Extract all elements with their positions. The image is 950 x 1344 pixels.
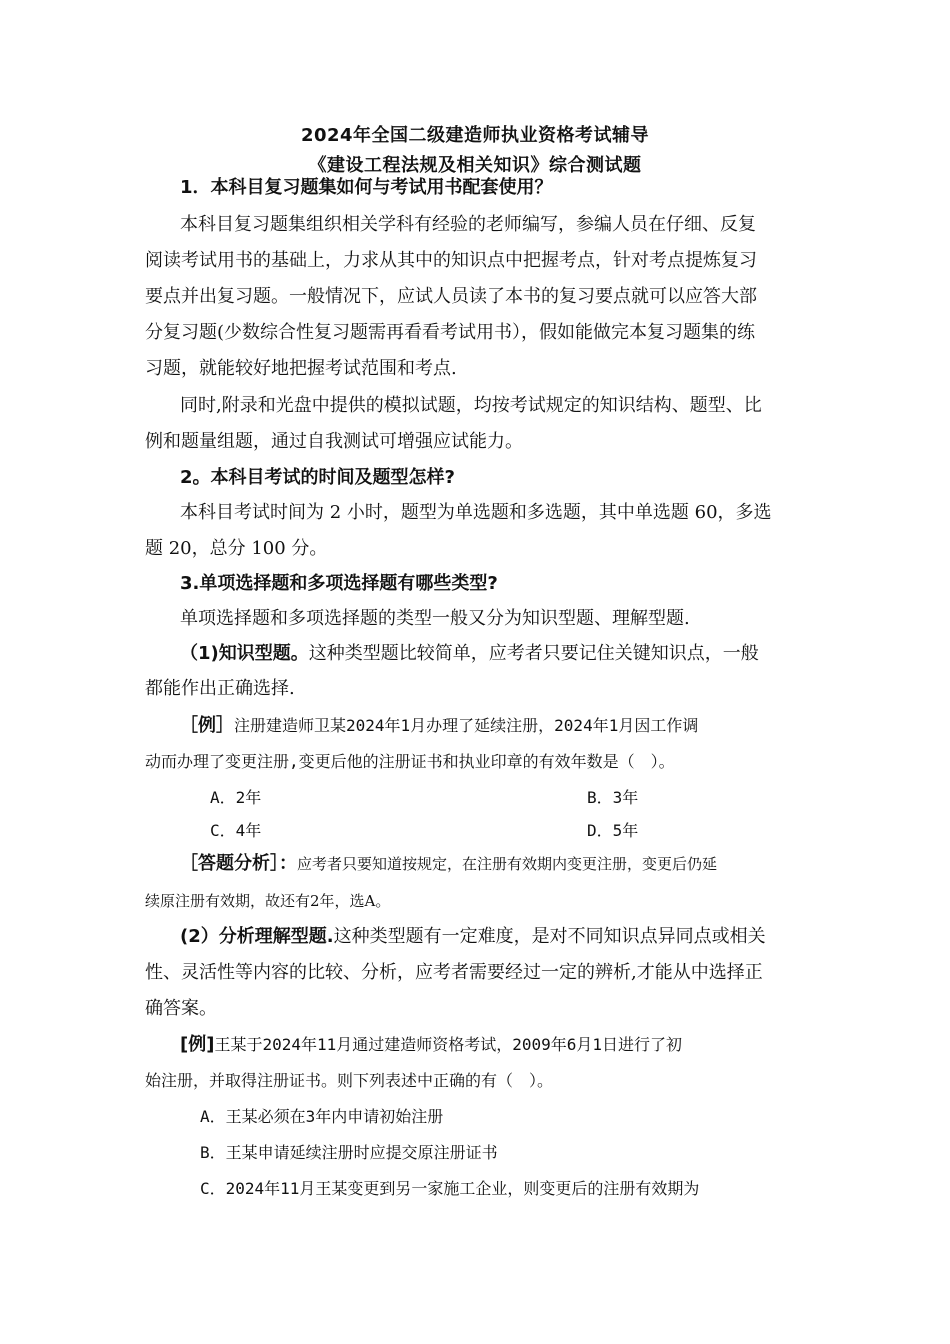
option-a	[210, 786, 261, 810]
option-text: 5年	[612, 821, 639, 840]
type-2-label: (2）分析理解型题.	[180, 926, 334, 947]
document-title-line-1: 2024年全国二级建造师执业资格考试辅导	[300, 125, 650, 146]
analysis-label: ［答题分析］：	[180, 853, 297, 874]
paragraph-line: 本科目复习题集组织相关学科有经验的老师编写，参编人员在仔细、反复	[180, 214, 756, 235]
example-1-label: ［例］	[180, 715, 234, 736]
paragraph-line: 要点并出复习题。一般情况下，应试人员读了本书的复习要点就可以应答大部	[145, 286, 757, 307]
paragraph-line: 本科目考试时间为 2 小时，题型为单选题和多选题，其中单选题 60，多选	[180, 502, 772, 523]
example-2-label: [例]	[180, 1034, 215, 1055]
type-1-label: （1)知识型题。	[180, 643, 309, 664]
paragraph-line: 单项选择题和多项选择题的类型一般又分为知识型题、理解型题.	[180, 608, 690, 629]
paragraph-line: 阅读考试用书的基础上，力求从其中的知识点中把握考点，针对考点提炼复习	[145, 250, 757, 271]
paragraph-line: 同时,附录和光盘中提供的模拟试题，均按考试规定的知识结构、题型、比	[180, 395, 762, 416]
paragraph-line: 习题，就能较好地把握考试范围和考点.	[145, 358, 457, 379]
paragraph-line: 题 20，总分 100 分。	[145, 538, 328, 559]
example-1-text: 注册建造师卫某2024年1月办理了延续注册，2024年1月因工作调	[234, 716, 699, 735]
paragraph-line: 都能作出正确选择.	[145, 678, 295, 699]
paragraph-line: 性、灵活性等内容的比较、分析，应考者需要经过一定的辨析,才能从中选择正	[145, 962, 763, 983]
document-title-line-2: 《建设工程法规及相关知识》综合测试题	[308, 155, 642, 176]
option-key: D．	[587, 821, 613, 840]
example-2-line	[180, 1033, 682, 1057]
question-2-heading: 2。本科目考试的时间及题型怎样?	[180, 467, 455, 488]
option-key: C．	[210, 821, 236, 840]
paragraph-line: 动而办理了变更注册,变更后他的注册证书和执业印章的有效年数是（ ）。	[145, 752, 675, 771]
type-1-text: 这种类型题比较简单，应考者只要记住关键知识点，一般	[308, 643, 759, 664]
option-key: A．	[210, 788, 236, 807]
paragraph-line: 确答案。	[145, 998, 217, 1019]
option-c: C．2024年11月王某变更到另一家施工企业，则变更后的注册有效期为	[200, 1179, 700, 1198]
option-text: 4年	[235, 821, 262, 840]
option-b	[587, 786, 638, 810]
paragraph-line: 例和题量组题，通过自我测试可增强应试能力。	[145, 431, 523, 452]
option-a: A．王某必须在3年内申请初始注册	[200, 1107, 444, 1126]
example-1-line	[180, 714, 698, 738]
type-1-line	[180, 642, 759, 666]
type-2-text: 这种类型题有一定难度，是对不同知识点异同点或相关	[333, 926, 766, 947]
option-c	[210, 819, 261, 843]
option-b: B．王某申请延续注册时应提交原注册证书	[200, 1143, 498, 1162]
question-1-heading: 1．本科目复习题集如何与考试用书配套使用？	[180, 177, 553, 198]
type-2-line	[180, 925, 766, 949]
paragraph-line: 始注册，并取得注册证书。则下列表述中正确的有（ ）。	[145, 1071, 554, 1090]
option-text: 2年	[235, 788, 262, 807]
paragraph-line: 分复习题(少数综合性复习题需再看看考试用书），假如能做完本复习题集的练	[145, 322, 756, 343]
option-text: 3年	[612, 788, 639, 807]
analysis-text: 应考者只要知道按规定，在注册有效期内变更注册，变更后仍延	[297, 855, 718, 873]
example-2-text: 王某于2024年11月通过建造师资格考试，2009年6月1日进行了初	[214, 1035, 683, 1054]
paragraph-line: 续原注册有效期，故还有2年，选A。	[145, 892, 391, 910]
question-3-heading: 3.单项选择题和多项选择题有哪些类型?	[180, 573, 498, 594]
analysis-line	[180, 852, 717, 876]
option-key: B．	[587, 788, 613, 807]
option-d	[587, 819, 638, 843]
